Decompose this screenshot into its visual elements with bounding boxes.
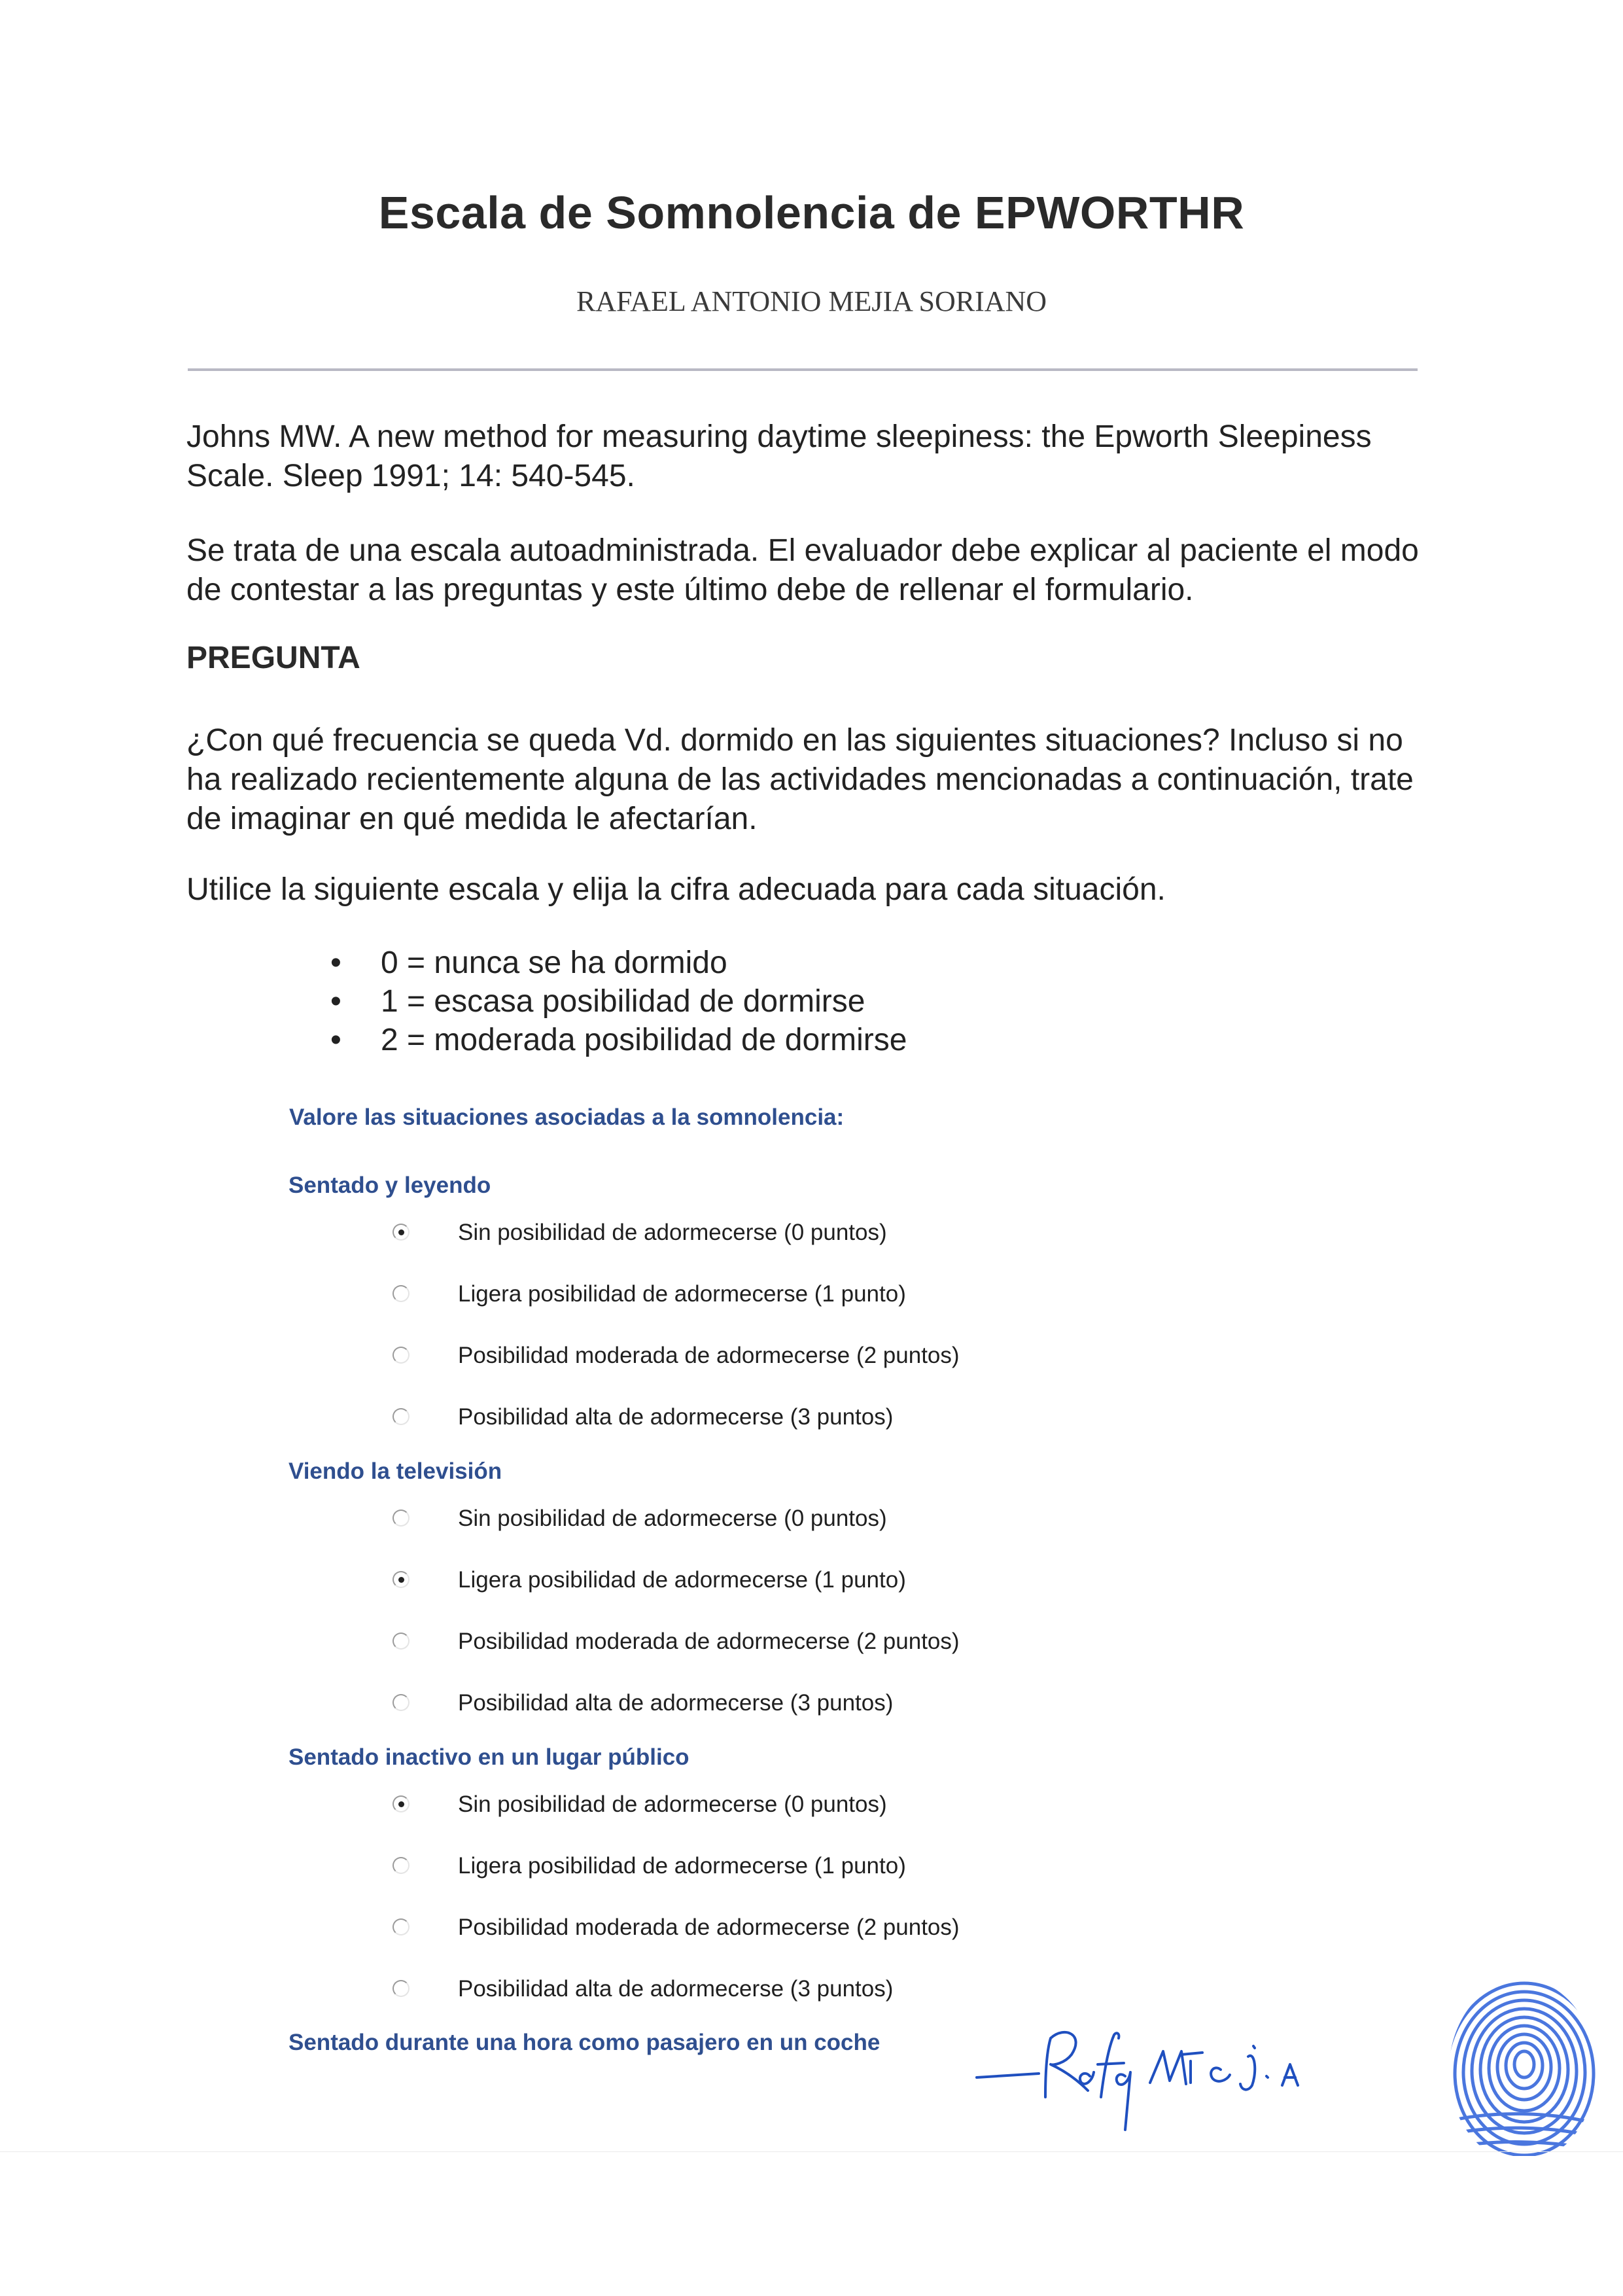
option-label: Posibilidad alta de adormecerse (3 puntos): [458, 1404, 894, 1430]
question-paragraph: ¿Con qué frecuencia se queda Vd. dormido en las siguientes situaciones? Incluso si no ha realizado recientemente alguna de las actividades mencionadas a continuación, trate de imaginar en qué medida le afectarían.: [186, 723, 1414, 836]
situation-label: Sentado y leyendo: [288, 1173, 491, 1198]
radio-button[interactable]: [393, 1694, 410, 1711]
radio-button[interactable]: [393, 1795, 410, 1812]
radio-button[interactable]: [393, 1224, 410, 1241]
radio-button[interactable]: [393, 1980, 410, 1997]
scale-item: [330, 1021, 907, 1059]
option-label: Sin posibilidad de adormecerse (0 puntos): [458, 1506, 887, 1531]
bullet-icon: •: [330, 1023, 341, 1057]
option-label: Posibilidad alta de adormecerse (3 puntos): [458, 1976, 894, 2002]
author-name: RAFAEL ANTONIO MEJIA SORIANO: [576, 285, 1047, 317]
intro-paragraph: Se trata de una escala autoadministrada. El evaluador debe explicar al paciente el modo de contestar a las preguntas y este último debe de rellenar el formulario.: [186, 533, 1419, 607]
scale-item-text: 2 = moderada posibilidad de dormirse: [381, 1023, 907, 1057]
radio-button[interactable]: [393, 1918, 410, 1935]
option-label: Ligera posibilidad de adormecerse (1 punto): [458, 1853, 906, 1879]
signature-strokes: [977, 2032, 1298, 2130]
situation-label: Sentado inactivo en un lugar público: [288, 1744, 689, 1770]
reference-paragraph: Johns MW. A new method for measuring daytime sleepiness: the Epworth Sleepiness Scale. Sleep 1991; 14: 540-545.: [186, 419, 1372, 493]
bullet-icon: •: [330, 945, 341, 980]
radio-button[interactable]: [393, 1347, 410, 1364]
situation-label: Sentado durante una hora como pasajero en un coche: [288, 2030, 881, 2055]
scale-list: [330, 944, 907, 1059]
option-label: Posibilidad moderada de adormecerse (2 puntos): [458, 1629, 960, 1654]
document-title: Escala de Somnolencia de EPWORTHR: [378, 187, 1245, 238]
fingerprint-image: [1442, 1973, 1603, 2156]
instruction-paragraph: Utilice la siguiente escala y elija la cifra adecuada para cada situación.: [186, 872, 1166, 907]
radio-button[interactable]: [393, 1633, 410, 1650]
option-label: Sin posibilidad de adormecerse (0 puntos): [458, 1220, 887, 1245]
scale-item-text: 1 = escasa posibilidad de dormirse: [381, 984, 865, 1019]
header-divider: [188, 368, 1418, 371]
option-label: Sin posibilidad de adormecerse (0 puntos): [458, 1792, 887, 1817]
question-heading: PREGUNTA: [186, 641, 360, 675]
option-label: Ligera posibilidad de adormecerse (1 punto): [458, 1567, 906, 1593]
scale-item: [330, 982, 907, 1021]
fingerprint-ridges: [1442, 1983, 1603, 2156]
radio-button[interactable]: [393, 1285, 410, 1302]
option-label: Posibilidad alta de adormecerse (3 puntos): [458, 1690, 894, 1716]
radio-button[interactable]: [393, 1857, 410, 1874]
scale-item-text: 0 = nunca se ha dormido: [381, 945, 727, 980]
radio-button[interactable]: [393, 1510, 410, 1527]
situation-label: Viendo la televisión: [288, 1458, 502, 1484]
radio-button[interactable]: [393, 1571, 410, 1588]
radio-button[interactable]: [393, 1408, 410, 1425]
option-label: Posibilidad moderada de adormecerse (2 puntos): [458, 1343, 960, 1368]
option-label: Ligera posibilidad de adormecerse (1 punto): [458, 1281, 906, 1307]
scan-edge: [0, 2151, 1623, 2152]
bullet-icon: •: [330, 984, 341, 1019]
scale-item: [330, 944, 907, 982]
form-heading: Valore las situaciones asociadas a la somnolencia:: [289, 1104, 845, 1130]
option-label: Posibilidad moderada de adormecerse (2 puntos): [458, 1915, 960, 1940]
signature-image: [973, 1999, 1366, 2143]
